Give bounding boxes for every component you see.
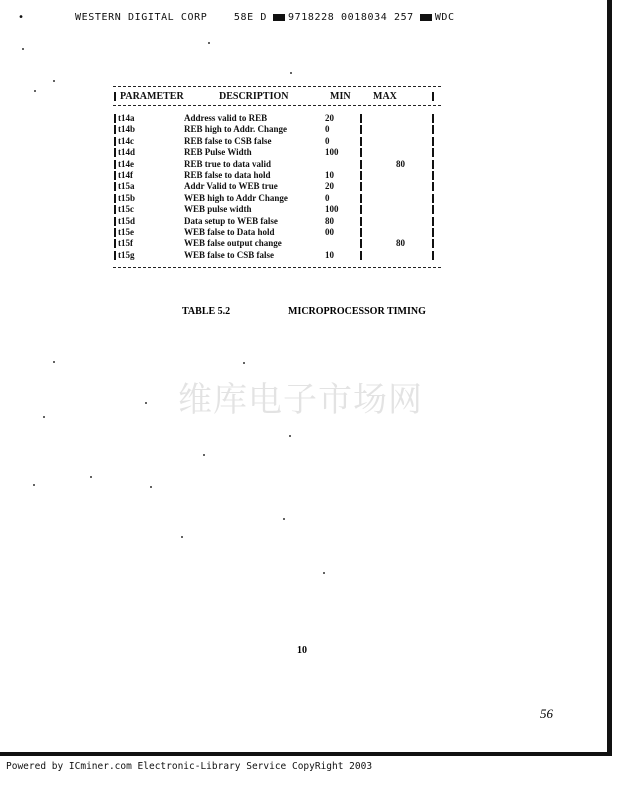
column-divider <box>360 125 362 134</box>
column-divider <box>360 217 362 226</box>
table-row <box>113 181 441 192</box>
scan-speck <box>145 402 147 404</box>
table-bottom-rule <box>113 267 441 268</box>
barcode-block-icon <box>420 14 432 21</box>
parameter-cell: t15d <box>118 215 136 226</box>
scan-speck <box>181 536 183 538</box>
scan-speck <box>90 476 92 478</box>
header-barcode-numbers: 9718228 0018034 257 <box>288 12 414 23</box>
table-border <box>114 137 116 146</box>
scan-speck <box>323 572 325 574</box>
table-border <box>114 148 116 157</box>
parameter-cell: t15b <box>118 192 136 203</box>
table-border <box>114 239 116 248</box>
parameter-cell: t14d <box>118 147 136 158</box>
parameter-cell: t15e <box>118 227 134 237</box>
table-border <box>114 205 116 214</box>
table-border <box>114 194 116 203</box>
description-cell: Address valid to REB <box>184 113 268 123</box>
description-cell: REB false to CSB false <box>184 135 272 146</box>
table-border <box>114 251 116 260</box>
description-cell: WEB false to Data hold <box>184 227 275 237</box>
table-border <box>114 160 116 169</box>
parameter-cell: t14a <box>118 113 135 123</box>
table-border <box>114 228 116 237</box>
parameter-cell: t14e <box>118 158 134 169</box>
table-label: TABLE 5.2 <box>182 306 231 317</box>
table-title: MICROPROCESSOR TIMING <box>288 306 426 317</box>
min-cell: 0 <box>325 135 330 146</box>
parameter-cell: t14f <box>118 170 133 180</box>
table-row <box>113 159 441 170</box>
scan-speck <box>283 518 285 520</box>
scan-speck <box>33 484 35 486</box>
min-cell: 0 <box>325 192 330 203</box>
header-code: 58E D <box>233 12 268 23</box>
table-border <box>432 137 434 146</box>
column-divider <box>360 182 362 191</box>
scan-speck <box>22 48 24 50</box>
description-cell: REB false to data hold <box>184 170 271 180</box>
table-border <box>114 125 116 134</box>
table-border <box>432 114 434 123</box>
description-cell: WEB high to Addr Change <box>184 192 288 203</box>
scan-speck <box>203 454 205 456</box>
timing-table <box>113 84 441 270</box>
table-border <box>114 217 116 226</box>
table-row <box>113 124 441 135</box>
column-header-description: DESCRIPTION <box>219 91 289 102</box>
column-divider <box>360 171 362 180</box>
table-row <box>113 113 441 124</box>
table-border <box>114 182 116 191</box>
column-divider <box>360 205 362 214</box>
table-border <box>432 160 434 169</box>
column-divider <box>360 160 362 169</box>
scan-speck <box>290 72 292 74</box>
description-cell: REB true to data valid <box>184 158 272 169</box>
barcode-block-icon <box>273 14 285 21</box>
table-row <box>113 170 441 181</box>
min-cell: 100 <box>325 147 339 158</box>
header-company: WESTERN DIGITAL CORP <box>75 12 208 23</box>
description-cell: REB Pulse Width <box>184 147 252 158</box>
column-divider <box>360 239 362 248</box>
footer-credit: Powered by ICminer.com Electronic-Library Service CopyRight 2003 <box>6 761 373 772</box>
table-border <box>432 171 434 180</box>
min-cell: 20 <box>325 113 334 123</box>
page-number: 10 <box>297 645 307 656</box>
header-brand: WDC <box>434 12 455 23</box>
table-border <box>432 251 434 260</box>
table-row <box>113 147 441 158</box>
table-row <box>113 250 441 261</box>
scan-speck <box>289 435 291 437</box>
handwritten-mark: 56 <box>540 706 553 721</box>
column-divider <box>360 114 362 123</box>
table-border <box>432 194 434 203</box>
min-cell: 10 <box>325 170 334 180</box>
column-divider <box>360 194 362 203</box>
table-header-rule <box>113 105 441 106</box>
column-header-parameter: PARAMETER <box>120 91 184 102</box>
min-cell: 10 <box>325 249 334 260</box>
table-border <box>432 125 434 134</box>
scan-speck <box>150 486 152 488</box>
watermark-text: 维库电子市场网 <box>178 382 423 419</box>
table-border <box>114 171 116 180</box>
column-divider <box>360 137 362 146</box>
description-cell: WEB false to CSB false <box>184 249 274 260</box>
scan-speck <box>53 361 55 363</box>
table-border <box>432 239 434 248</box>
parameter-cell: t14c <box>118 135 134 146</box>
min-cell: 100 <box>325 204 339 215</box>
description-cell: WEB false output change <box>184 238 282 249</box>
min-cell: 0 <box>325 124 330 135</box>
min-cell: 80 <box>325 215 334 226</box>
scan-speck <box>208 42 210 44</box>
column-divider <box>360 251 362 260</box>
scan-speck <box>243 362 245 364</box>
column-header-min: MIN <box>330 91 351 102</box>
max-cell: 80 <box>396 238 405 249</box>
table-row <box>113 193 441 204</box>
table-border <box>432 205 434 214</box>
header-bullet: • <box>18 12 25 23</box>
table-border <box>114 92 116 101</box>
table-border <box>432 217 434 226</box>
description-cell: WEB pulse width <box>184 204 252 215</box>
table-border <box>432 148 434 157</box>
parameter-cell: t15c <box>118 204 134 215</box>
table-row <box>113 227 441 238</box>
min-cell: 00 <box>325 227 334 237</box>
table-row <box>113 136 441 147</box>
table-border <box>114 114 116 123</box>
table-border <box>432 182 434 191</box>
table-row <box>113 204 441 215</box>
min-cell: 20 <box>325 181 334 192</box>
parameter-cell: t15a <box>118 181 135 192</box>
parameter-cell: t15g <box>118 249 135 260</box>
description-cell: Data setup to WEB false <box>184 215 278 226</box>
scan-speck <box>34 90 36 92</box>
table-row <box>113 238 441 249</box>
column-divider <box>360 228 362 237</box>
max-cell: 80 <box>396 158 405 169</box>
table-border <box>432 228 434 237</box>
column-header-max: MAX <box>373 91 397 102</box>
description-cell: Addr Valid to WEB true <box>184 181 278 192</box>
scan-speck <box>43 416 45 418</box>
parameter-cell: t14b <box>118 124 136 135</box>
document-header <box>18 12 455 23</box>
parameter-cell: t15f <box>118 238 133 249</box>
table-top-rule <box>113 86 441 87</box>
table-row <box>113 216 441 227</box>
description-cell: REB high to Addr. Change <box>184 124 287 135</box>
table-border <box>432 92 434 101</box>
column-divider <box>360 148 362 157</box>
scan-speck <box>53 80 55 82</box>
